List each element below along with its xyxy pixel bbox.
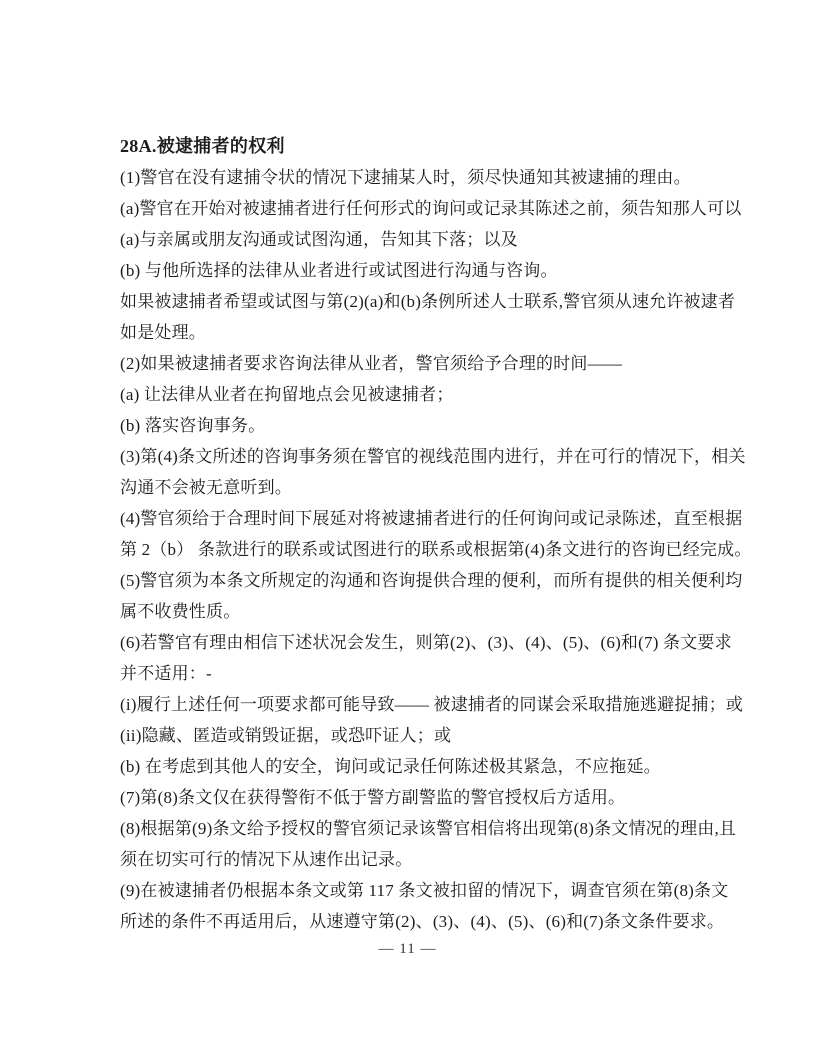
document-line: (a)警官在开始对被逮捕者进行任何形式的询问或记录其陈述之前，须告知那人可以 xyxy=(120,199,742,218)
document-line: (i)履行上述任何一项要求都可能导致—— 被逮捕者的同谋会采取措施逃避捉捕；或 xyxy=(120,695,744,714)
document-line: (7)第(8)条文仅在获得警衔不低于警方副警监的警官授权后方适用。 xyxy=(120,788,626,807)
document-line: 并不适用：- xyxy=(120,664,212,683)
document-line: (b) 落实咨询事务。 xyxy=(120,416,266,435)
document-line: (4)警官须给于合理时间下展延对将被逮捕者进行的任何询问或记录陈述，直至根据 xyxy=(120,509,743,528)
document-line: (9)在被逮捕者仍根据本条文或第 117 条文被扣留的情况下，调查官须在第(8)条文 xyxy=(120,881,729,900)
document-line: 如是处理。 xyxy=(120,323,206,342)
document-line: 第 2（b） 条款进行的联系或试图进行的联系或根据第(4)条文进行的咨询已经完成。 xyxy=(120,540,752,559)
document-line: (a)与亲属或朋友沟通或试图沟通，告知其下落；以及 xyxy=(120,230,518,249)
document-line: (8)根据第(9)条文给予授权的警官须记录该警官相信将出现第(8)条文情况的理由,且 xyxy=(120,819,737,838)
document-line: (1)警官在没有逮捕令状的情况下逮捕某人时，须尽快通知其被逮捕的理由。 xyxy=(120,168,691,187)
document-line: (6)若警官有理由相信下述状况会发生，则第(2)、(3)、(4)、(5)、(6)和(7) 条文要求 xyxy=(120,633,732,652)
page-number: — 11 — xyxy=(378,941,437,957)
document-line: (5)警官须为本条文所规定的沟通和咨询提供合理的便利，而所有提供的相关便利均 xyxy=(120,571,743,590)
document-line: 所述的条件不再适用后，从速遵守第(2)、(3)、(4)、(5)、(6)和(7)条文条件要求。 xyxy=(120,912,725,931)
document-line: (ii)隐藏、匿造或销毁证据，或恐吓证人；或 xyxy=(120,726,452,745)
document-line: (b) 在考虑到其他人的安全，询问或记录任何陈述极其紧急，不应拖延。 xyxy=(120,757,661,776)
document-line: 属不收费性质。 xyxy=(120,602,241,621)
document-line: 如果被逮捕者希望或试图与第(2)(a)和(b)条例所述人士联系,警官须从速允许被逮者 xyxy=(120,292,736,311)
document-line: 沟通不会被无意听到。 xyxy=(120,478,292,497)
document-body xyxy=(120,131,752,937)
section-heading: 28A.被逮捕者的权利 xyxy=(120,136,285,156)
document-line: 须在切实可行的情况下从速作出记录。 xyxy=(120,850,413,869)
document-line: (a) 让法律从业者在拘留地点会见被逮捕者； xyxy=(120,385,454,404)
document-line: (3)第(4)条文所述的咨询事务须在警官的视线范围内进行，并在可行的情况下，相关 xyxy=(120,447,746,466)
document-line: (b) 与他所选择的法律从业者进行或试图进行沟通与咨询。 xyxy=(120,261,558,280)
document-line: (2)如果被逮捕者要求咨询法律从业者，警官须给予合理的时间—— xyxy=(120,354,623,373)
